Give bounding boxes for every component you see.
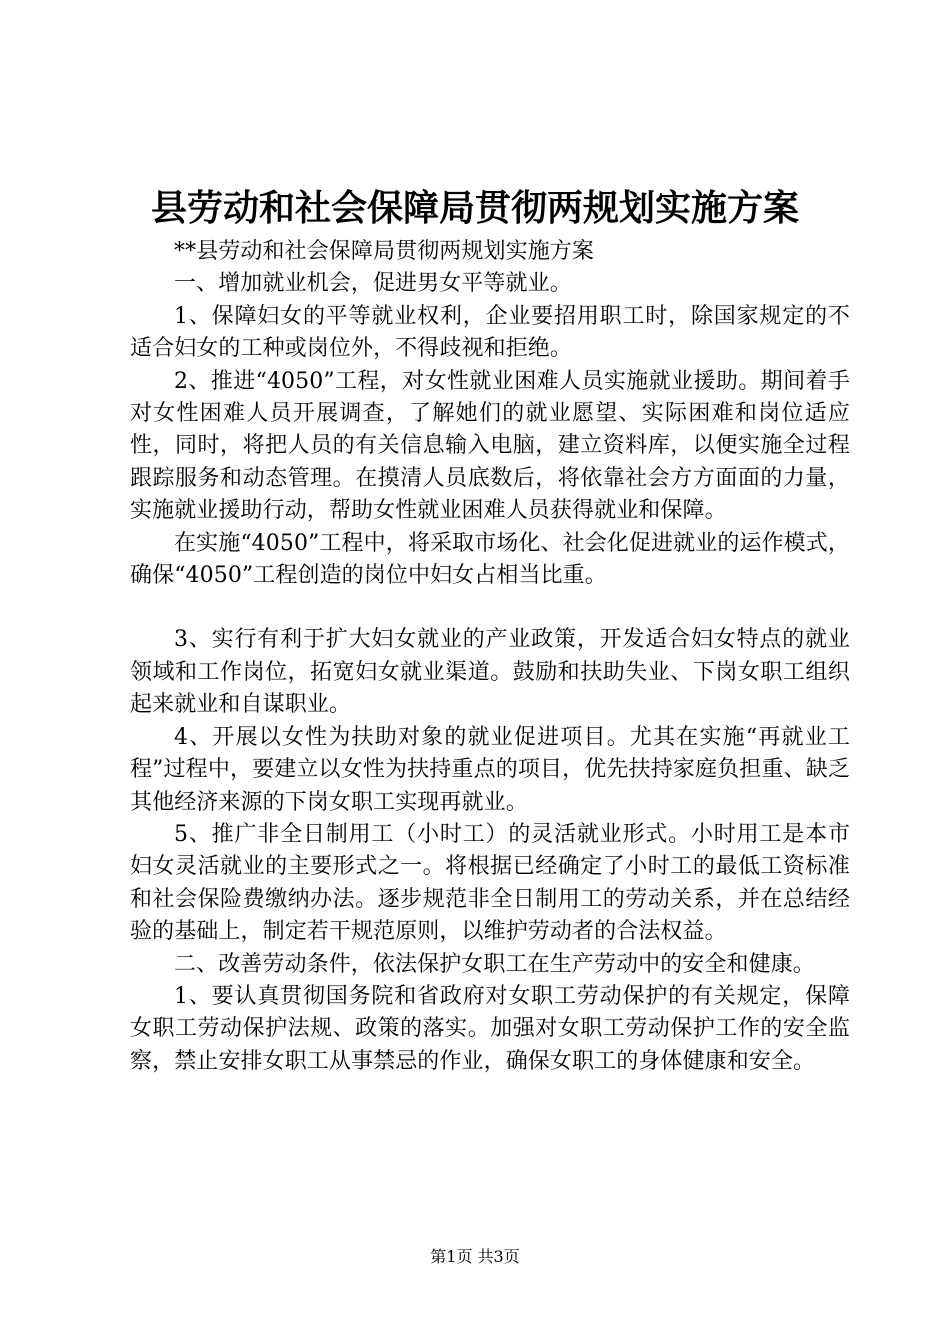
paragraph: 1、要认真贯彻国务院和省政府对女职工劳动保护的有关规定，保障女职工劳动保护法规、政策的落实。加强对女职工劳动保护工作的安全监察，禁止安排女职工从事禁忌的作业，确保女职工的身体健康和安全。 — [130, 983, 850, 1074]
paragraph: 2、推进“4050”工程，对女性就业困难人员实施就业援助。期间着手对女性困难人员开展调查，了解她们的就业愿望、实际困难和岗位适应性，同时，将把人员的有关信息输入电脑，建立资料库，以便实施全过程跟踪服务和动态管理。在摸清人员底数后，将依靠社会方方面面的力量，实施就业援助行动，帮助女性就业困难人员获得就业和保障。 — [130, 368, 850, 524]
paragraph: 1、保障妇女的平等就业权利，企业要招用职工时，除国家规定的不适合妇女的工种或岗位外，不得歧视和拒绝。 — [130, 303, 850, 362]
section-heading-2: 二、改善劳动条件，依法保护女职工在生产劳动中的安全和健康。 — [174, 951, 815, 977]
document-body — [130, 236, 850, 1078]
paragraph: 3、实行有利于扩大妇女就业的产业政策，开发适合妇女特点的就业领域和工作岗位，拓宽妇女就业渠道。鼓励和扶助失业、下岗女职工组织起来就业和自谋职业。 — [130, 627, 850, 718]
document-title: 县劳动和社会保障局贯彻两规划实施方案 — [150, 187, 799, 229]
document-subtitle: **县劳动和社会保障局贯彻两规划实施方案 — [174, 239, 595, 264]
paragraph: 4、开展以女性为扶助对象的就业促进项目。尤其在实施“再就业工程”过程中，要建立以女性为扶持重点的项目，优先扶持家庭负担重、缺乏其他经济来源的下岗女职工实现再就业。 — [130, 724, 850, 815]
page-footer: 第1页 共3页 — [430, 1247, 520, 1266]
paragraph: 在实施“4050”工程中，将采取市场化、社会化促进就业的运作模式，确保“4050”工程创造的岗位中妇女占相当比重。 — [130, 530, 850, 589]
section-heading-1: 一、增加就业机会，促进男女平等就业。 — [174, 271, 572, 297]
paragraph: 5、推广非全日制用工（小时工）的灵活就业形式。小时用工是本市妇女灵活就业的主要形式之一。将根据已经确定了小时工的最低工资标准和社会保险费缴纳办法。逐步规范非全日制用工的劳动关系，并在总结经验的基础上，制定若干规范原则，以维护劳动者的合法权益。 — [130, 821, 850, 945]
